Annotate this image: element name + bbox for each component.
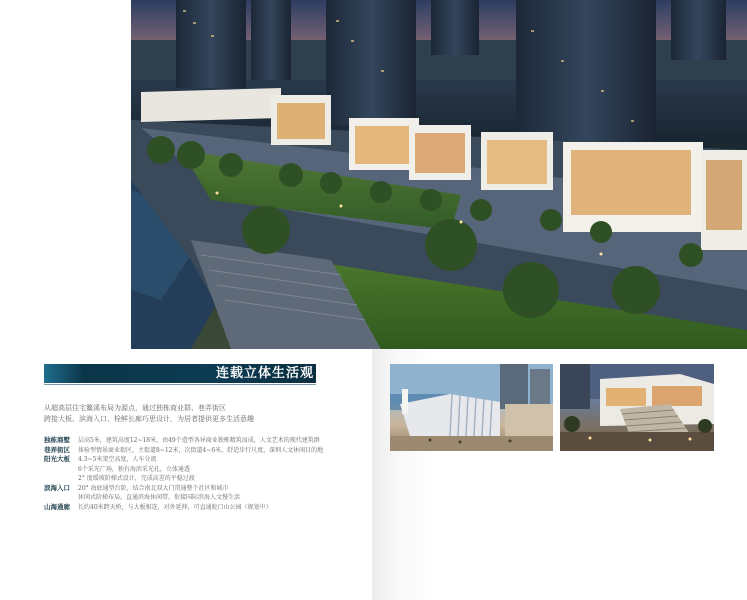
feature-label bbox=[44, 493, 78, 503]
walkway-illustration bbox=[560, 364, 714, 451]
feature-label: 滨海入口 bbox=[44, 483, 70, 492]
feature-item bbox=[44, 484, 344, 494]
hero-illustration bbox=[131, 0, 747, 349]
intro-line: 从超高层住宅鳌溪布局为源点，通过独栋商业群、巷弄街区 bbox=[44, 404, 226, 412]
plaza-illustration bbox=[390, 364, 553, 451]
feature-item bbox=[44, 503, 344, 513]
hero-rendering bbox=[131, 0, 747, 349]
feature-item bbox=[44, 455, 344, 465]
feature-item bbox=[44, 446, 344, 456]
feature-text: 6个采光广场，独有海滨采光孔，立体通透 bbox=[78, 465, 190, 473]
feature-label bbox=[44, 474, 78, 484]
feature-label: 巷弄街区 bbox=[44, 445, 70, 454]
feature-text: 4.3~5米架空高度，人车分流 bbox=[78, 456, 157, 463]
feature-item bbox=[44, 465, 344, 475]
feature-item bbox=[44, 436, 344, 446]
intro-line: 跨接大板、滨海入口、栓鲜长廊巧思设计，为居者提供更多生活意趣 bbox=[44, 415, 254, 423]
section-title: 连载立体生活观 bbox=[215, 366, 314, 381]
banner-wave-icon bbox=[44, 364, 84, 383]
feature-list bbox=[44, 436, 344, 512]
feature-text: 体验型情景商业街区，主街道8~12米，次街道4~6米，舒适步行尺度，深圳人文休闲目的地 bbox=[78, 446, 324, 454]
feature-text: 休闲式阶梯布局，直通滨海休闲带，衔接国际滨海人文慢生活 bbox=[78, 494, 241, 501]
banner-underline bbox=[44, 384, 316, 385]
feature-item bbox=[44, 493, 344, 503]
feature-text: 2° 度缓坡阶梯式设计，完成高差的平稳过渡 bbox=[78, 475, 195, 482]
feature-text: 层高5米，建筑高度12~18米，由49个造型各异商业独栋精筑而成，人文艺术的现代建筑群 bbox=[78, 437, 320, 444]
feature-label: 山海通廊 bbox=[44, 502, 70, 511]
walkway-rendering-photo bbox=[560, 364, 714, 451]
feature-label bbox=[44, 465, 78, 475]
feature-label: 阳光大板 bbox=[44, 455, 70, 463]
intro-paragraph bbox=[44, 403, 344, 425]
plaza-rendering-photo bbox=[390, 364, 553, 451]
feature-text: 长约40米跨天桥，与大板相连，对外延伸，可直通蛇口山公园（规划中） bbox=[78, 503, 272, 511]
feature-text: 20° 海底通型台阶，结合南北双大门贯通整个社区和城市 bbox=[78, 484, 229, 492]
feature-label: 独栋商墅 bbox=[44, 436, 70, 444]
feature-item bbox=[44, 474, 344, 484]
